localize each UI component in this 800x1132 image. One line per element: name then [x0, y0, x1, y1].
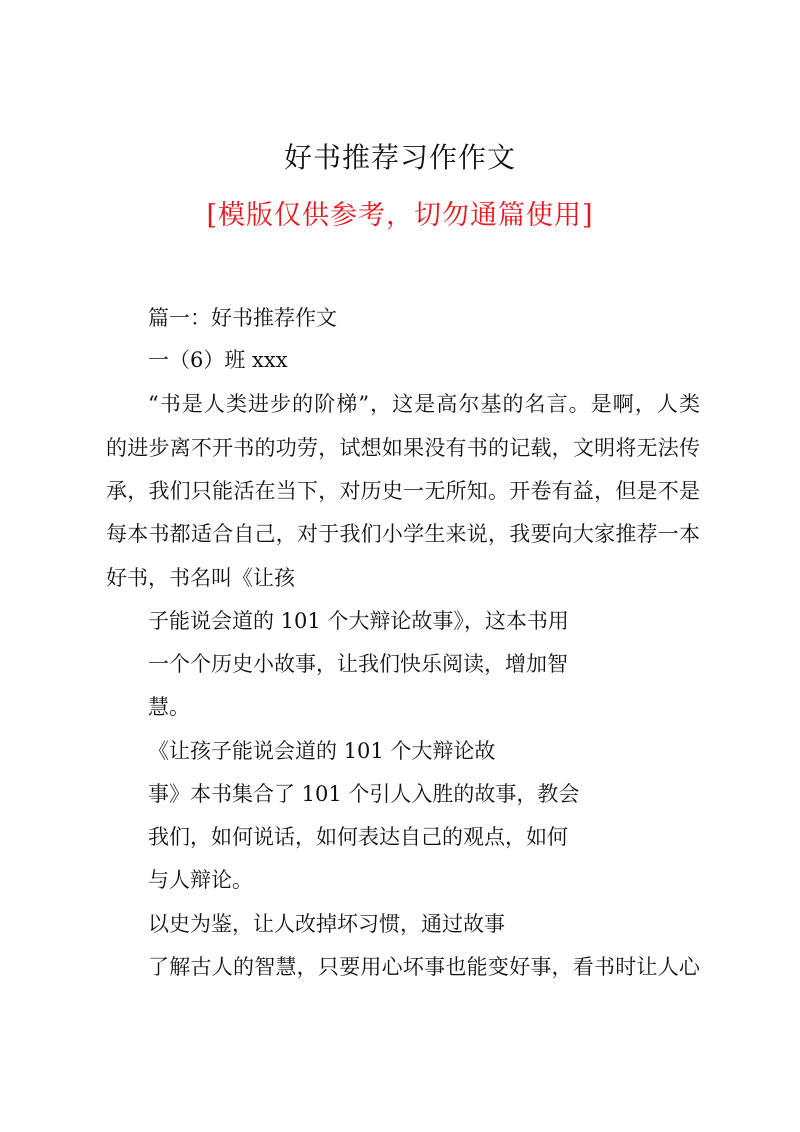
class-line: 一（6）班 xxx: [148, 348, 288, 372]
paragraph-line: 承，我们只能活在当下，对历史一无所知。开卷有益，但是不是: [106, 479, 700, 503]
paragraph-line: 子能说会道的 101 个大辩论故事》，这本书用: [148, 609, 569, 633]
paragraph-line: 事》本书集合了 101 个引人入胜的故事，教会: [148, 782, 580, 806]
paragraph-line: 《让孩子能说会道的 101 个大辩论故: [148, 739, 496, 763]
paragraph-line: 一个个历史小故事，让我们快乐阅读，增加智: [148, 652, 568, 676]
paragraph-line: 的进步离不开书的功劳，试想如果没有书的记载，文明将无法传: [106, 436, 700, 460]
paragraph-line: “书是人类进步的阶梯”，这是高尔基的名言。是啊，人类: [148, 392, 700, 416]
paragraph-line: 了解古人的智慧，只要用心坏事也能变好事，看书时让人心: [148, 955, 700, 979]
paragraph-line: 我们，如何说话，如何表达自己的观点，如何: [148, 825, 568, 849]
section-heading: 篇一：好书推荐作文: [148, 306, 337, 330]
paragraph-line: 以史为鉴，让人改掉坏习惯，通过故事: [148, 912, 505, 936]
paragraph-line: 与人辩论。: [148, 868, 253, 892]
paragraph-line: 慧。: [148, 695, 190, 719]
paragraph-line: 好书，书名叫《让孩: [106, 566, 295, 590]
document-title: 好书推荐习作作文: [283, 141, 516, 174]
paragraph-line: 每本书都适合自己，对于我们小学生来说，我要向大家推荐一本: [106, 522, 700, 546]
document-subtitle: [模版仅供参考，切勿通篇使用]: [206, 200, 594, 231]
